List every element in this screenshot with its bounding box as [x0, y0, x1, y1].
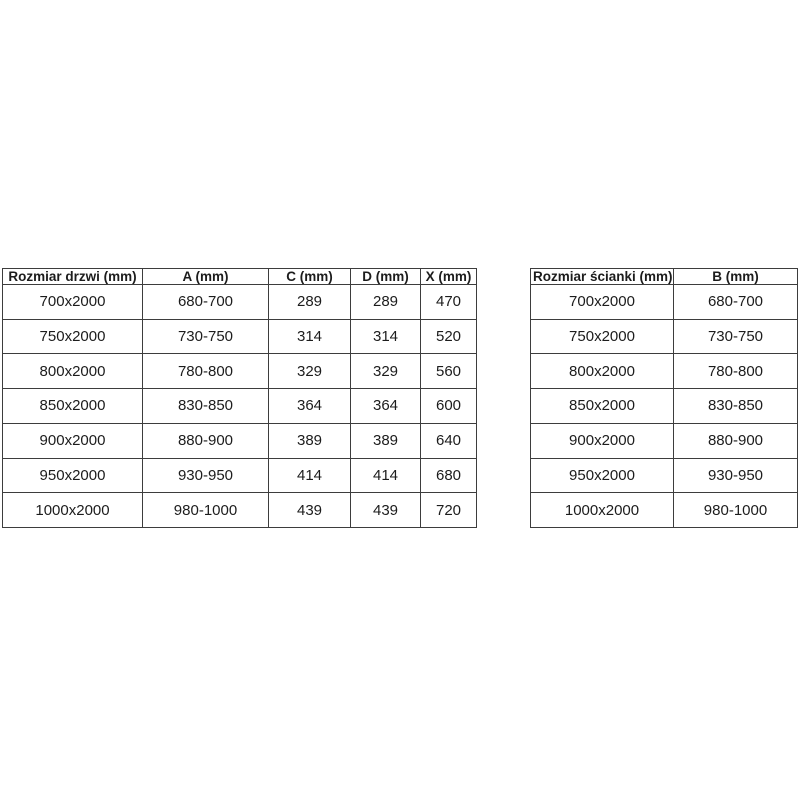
table-cell: 329 [351, 354, 421, 389]
header-row [3, 269, 477, 285]
table-cell: 680-700 [674, 285, 798, 320]
table-cell: 930-950 [674, 458, 798, 493]
table-row [3, 493, 477, 528]
table-cell: 730-750 [674, 319, 798, 354]
table-cell: 600 [421, 389, 477, 424]
table-cell: 414 [351, 458, 421, 493]
table-row [3, 285, 477, 320]
table-cell: 750x2000 [3, 319, 143, 354]
table-cell: 830-850 [143, 389, 269, 424]
table-cell: 930-950 [143, 458, 269, 493]
table-cell: 880-900 [143, 423, 269, 458]
column-header: A (mm) [143, 269, 269, 285]
table-cell: 700x2000 [531, 285, 674, 320]
table-cell: 720 [421, 493, 477, 528]
table-cell: 680-700 [143, 285, 269, 320]
table-cell: 364 [269, 389, 351, 424]
table-cell: 389 [351, 423, 421, 458]
column-header: Rozmiar ścianki (mm) [531, 269, 674, 285]
table-row [531, 354, 798, 389]
table-cell: 900x2000 [3, 423, 143, 458]
table-row [3, 458, 477, 493]
table-cell: 850x2000 [3, 389, 143, 424]
table-cell: 800x2000 [531, 354, 674, 389]
table-cell: 850x2000 [531, 389, 674, 424]
column-header: Rozmiar drzwi (mm) [3, 269, 143, 285]
table-cell: 439 [269, 493, 351, 528]
table-row [3, 423, 477, 458]
table-cell: 289 [351, 285, 421, 320]
table-cell: 470 [421, 285, 477, 320]
header-row [531, 269, 798, 285]
table-row [531, 285, 798, 320]
table-row [3, 354, 477, 389]
table-cell: 314 [351, 319, 421, 354]
table-cell: 980-1000 [674, 493, 798, 528]
column-header: C (mm) [269, 269, 351, 285]
table-cell: 780-800 [143, 354, 269, 389]
table-cell: 700x2000 [3, 285, 143, 320]
table-cell: 950x2000 [531, 458, 674, 493]
table-cell: 1000x2000 [531, 493, 674, 528]
table-row [531, 389, 798, 424]
column-header: D (mm) [351, 269, 421, 285]
table-row [3, 319, 477, 354]
wall-size-spec-table [530, 268, 798, 528]
table-row [531, 319, 798, 354]
table-cell: 800x2000 [3, 354, 143, 389]
table-cell: 980-1000 [143, 493, 269, 528]
column-header: X (mm) [421, 269, 477, 285]
table-cell: 520 [421, 319, 477, 354]
table-cell: 830-850 [674, 389, 798, 424]
table-cell: 1000x2000 [3, 493, 143, 528]
table-cell: 414 [269, 458, 351, 493]
table-cell: 680 [421, 458, 477, 493]
column-header: B (mm) [674, 269, 798, 285]
table-cell: 880-900 [674, 423, 798, 458]
table-cell: 750x2000 [531, 319, 674, 354]
table-cell: 439 [351, 493, 421, 528]
table-cell: 730-750 [143, 319, 269, 354]
table-cell: 289 [269, 285, 351, 320]
table-row [531, 493, 798, 528]
table-cell: 329 [269, 354, 351, 389]
table-cell: 314 [269, 319, 351, 354]
table-cell: 950x2000 [3, 458, 143, 493]
table-cell: 780-800 [674, 354, 798, 389]
table-row [3, 389, 477, 424]
door-size-spec-table [2, 268, 477, 528]
table-cell: 560 [421, 354, 477, 389]
table-row [531, 423, 798, 458]
table-row [531, 458, 798, 493]
table-cell: 364 [351, 389, 421, 424]
table-cell: 900x2000 [531, 423, 674, 458]
table-cell: 389 [269, 423, 351, 458]
table-cell: 640 [421, 423, 477, 458]
